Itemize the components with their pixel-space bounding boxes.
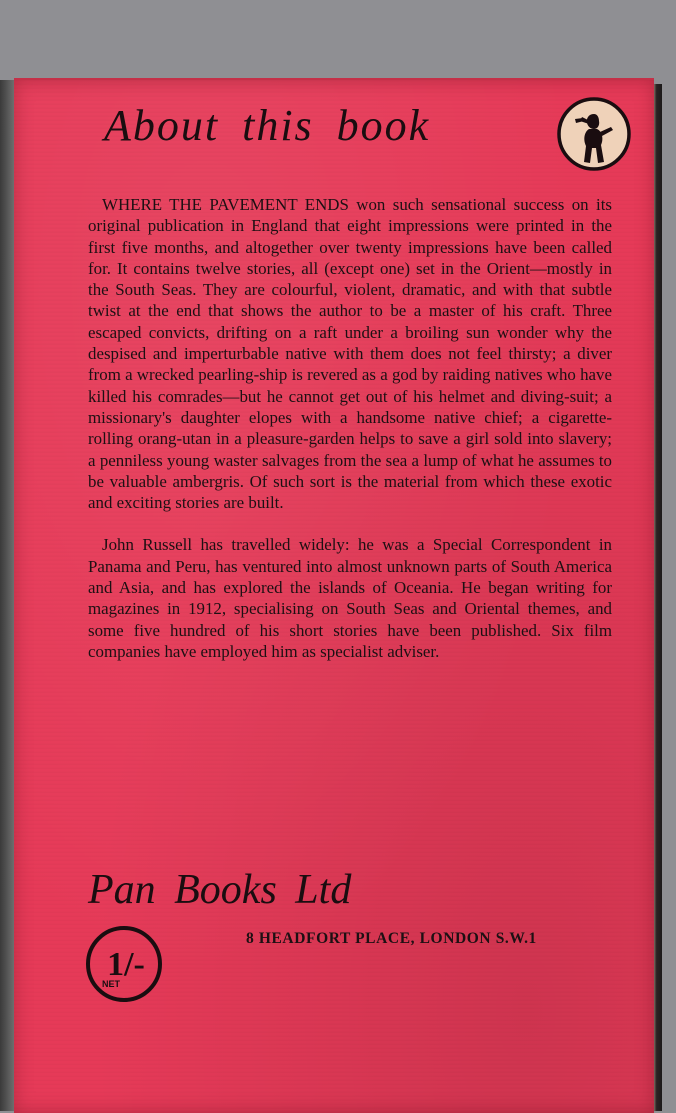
price-amount: 1/- [107,946,145,983]
publisher-name: Pan Books Ltd [88,867,352,913]
author-biography-paragraph: John Russell has travelled widely: he was a Special Correspondent in Panama and Peru, has ventured into almost unknown parts of South America and Asia, and has explored the islands of Oceania. He began writing for magazines in 1912, specialising on South Seas and Oriental themes, and some five hundred of his short stories have been published. Six film companies have employed him as specialist adviser. [88,535,612,661]
page-title: About this book [104,101,431,150]
publisher-address: 8 HEADFORT PLACE, LONDON S.W.1 [246,930,537,947]
description-paragraph: WHERE THE PAVEMENT ENDS won such sensational success on its original publication in England that eight impressions were printed in the first five months, and altogether over twenty impressions have been called for. It contains twelve stories, all (except one) set in the Orient—mostly in the South Seas. They are colourful, violent, dramatic, and with that subtle twist at the end that shows the author to be a master of his craft. Three escaped convicts, drifting on a raft under a broiling sun wonder why the despised and imperturbable native with them does not feel thirsty; a diver from a wrecked pearling-ship is revered as a god by raiding natives who have killed his comrades—but he cannot get out of his helmet and diving-suit; a missionary's daughter elopes with a handsome native chief; a cigarette-rolling orang-utan in a pleasure-garden helps to save a girl sold into slavery; a penniless young waster salvages from the sea a lump of what he assumes to be valuable ambergris. Of such sort is the material from which these exotic and exciting stories are built. [88,195,612,513]
price-badge [84,924,164,1004]
book-description [88,194,612,662]
pan-piper-logo-icon [556,96,632,172]
price-net-label: NET [102,979,120,989]
